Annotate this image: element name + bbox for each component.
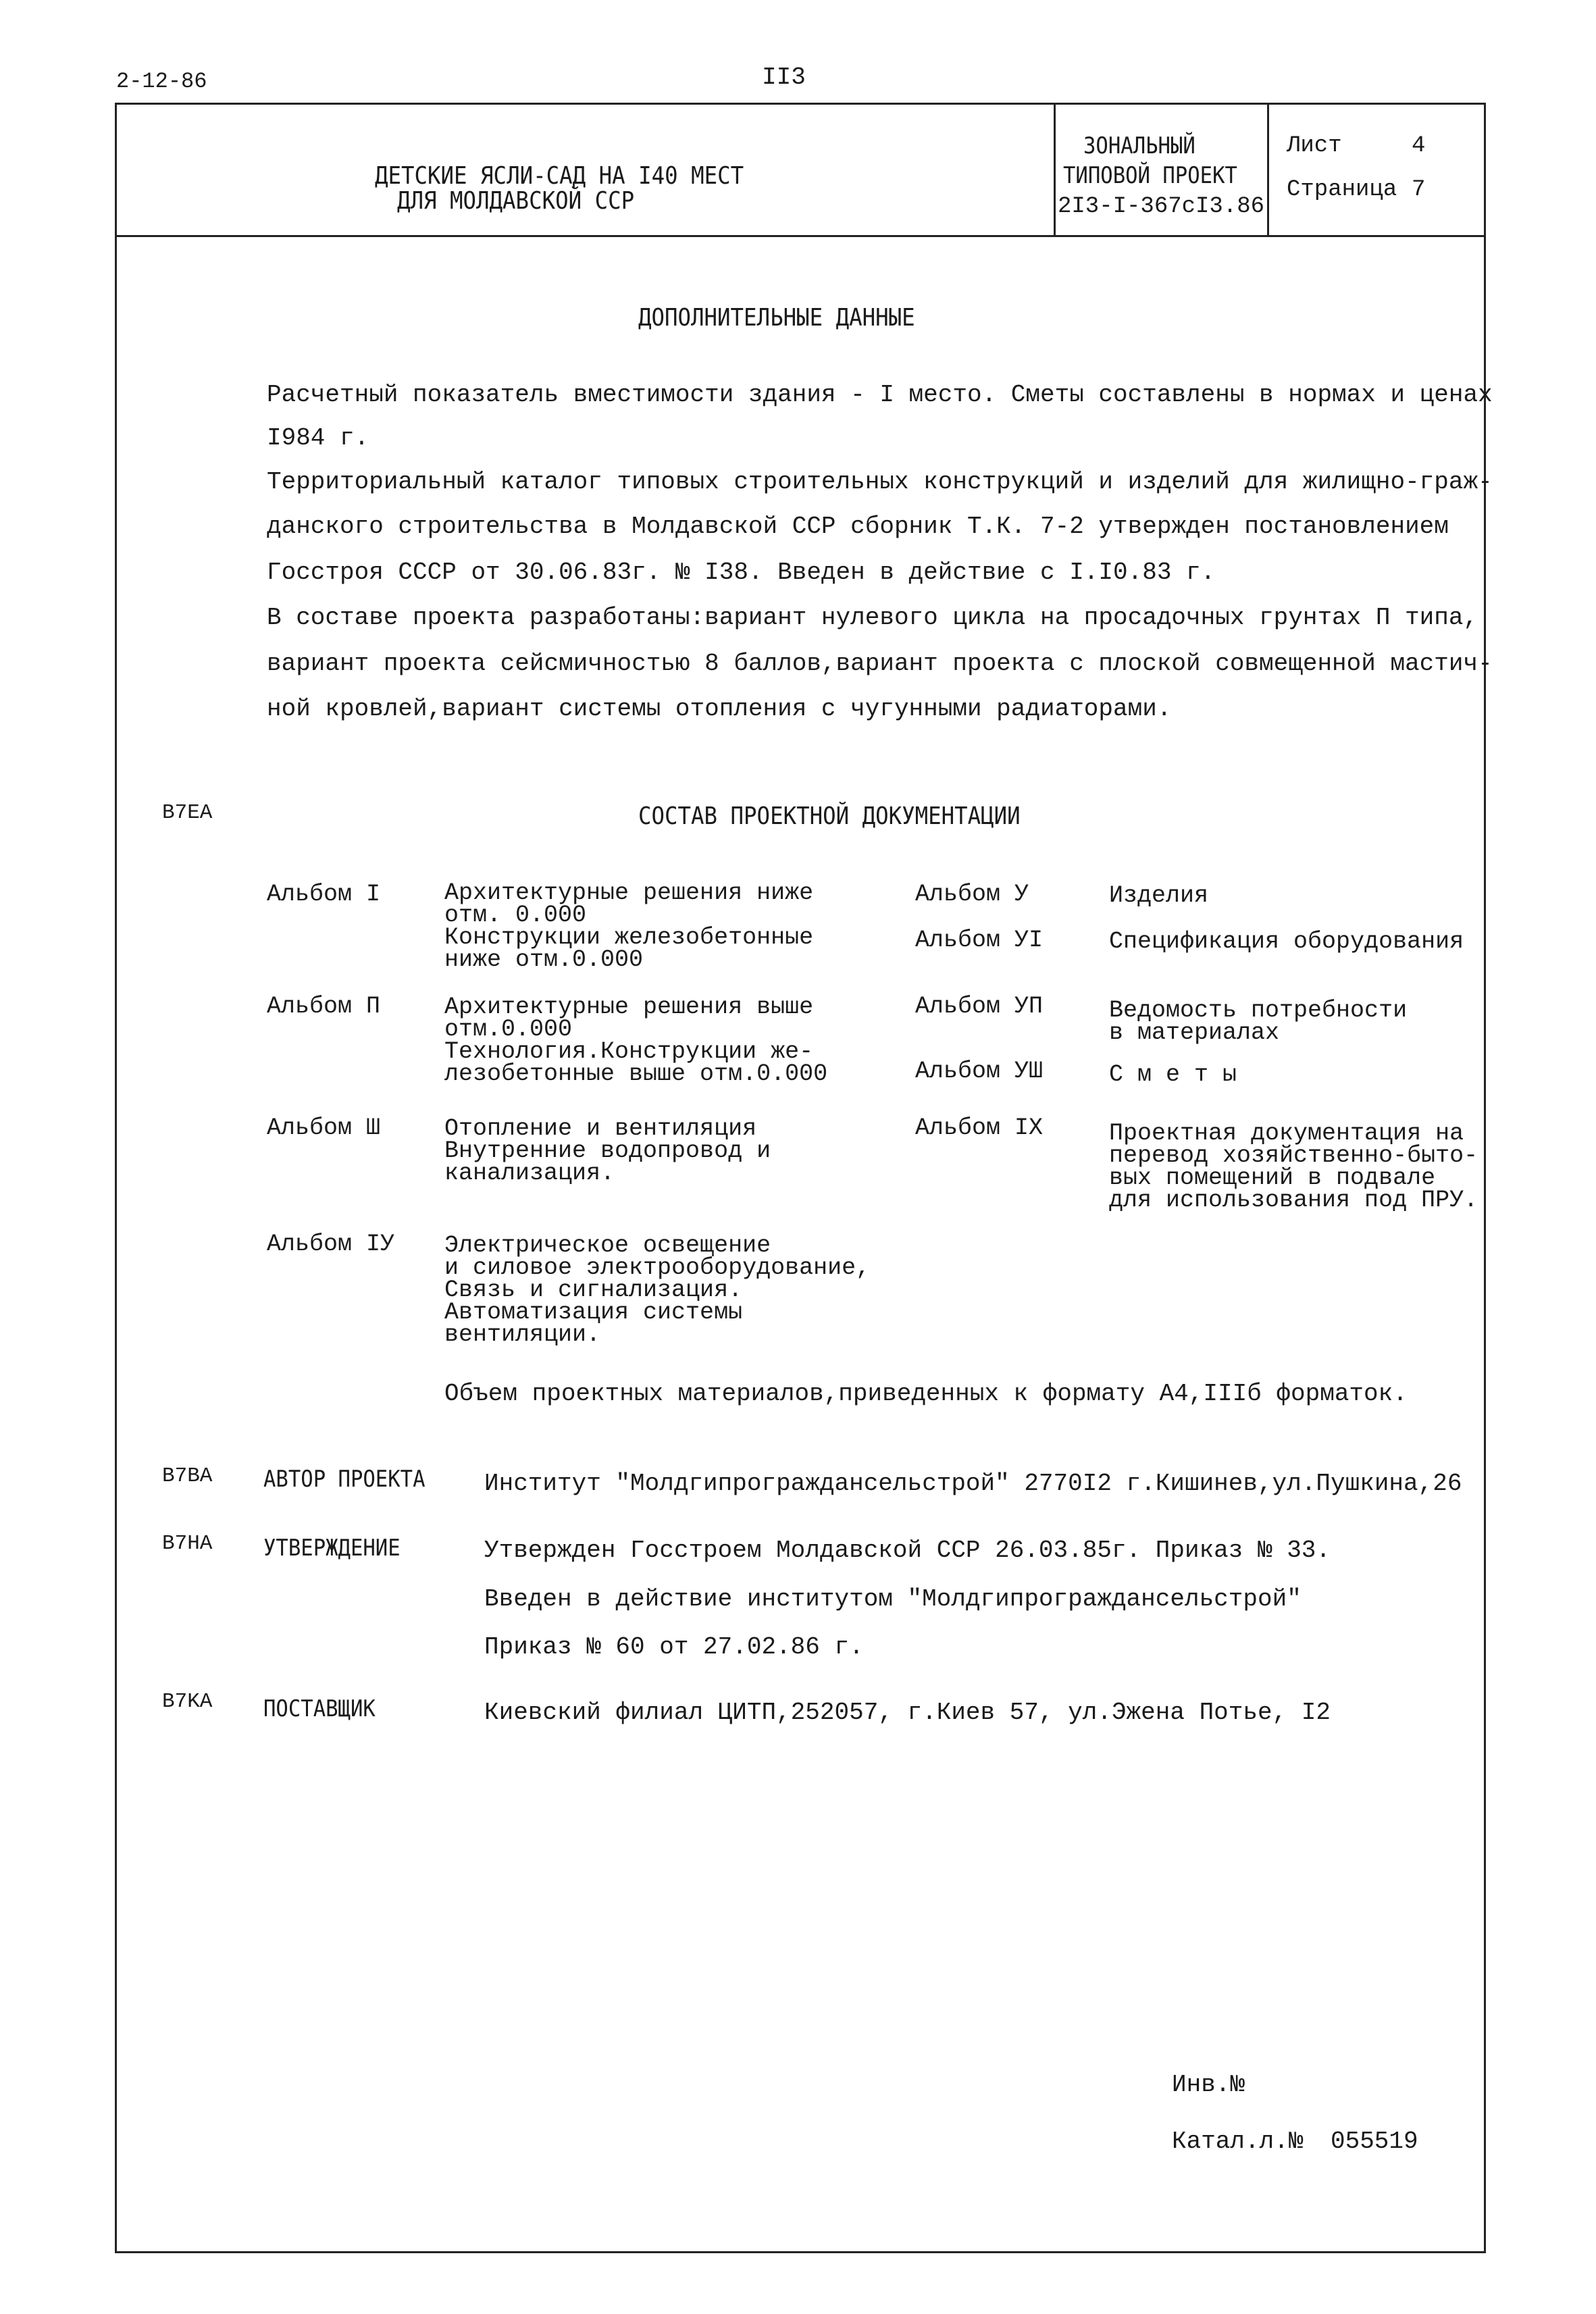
additional-line: Расчетный показатель вместимости здания - I место. Сметы составлены в нормах и ценах [267, 381, 1493, 409]
album-description-line: лезобетонные выше отм.0.000 [444, 1060, 828, 1087]
album-description-line: Отопление и вентиляция [444, 1115, 757, 1142]
album-description [444, 879, 814, 973]
album-description [1109, 928, 1464, 955]
album-description [444, 1232, 871, 1348]
supplier-text: Киевский филиал ЦИТП,252057, г.Киев 57, ул.Эжена Потье, I2 [484, 1699, 1331, 1726]
catalog-value: 055519 [1331, 2128, 1418, 2155]
album-description-line: Проектная документация на [1109, 1120, 1464, 1147]
additional-heading: ДОПОЛНИТЕЛЬНЫЕ ДАННЫЕ [638, 304, 915, 332]
header-column-divider-1 [1054, 103, 1056, 236]
album-description-line: С м е т ы [1109, 1061, 1237, 1088]
additional-line: вариант проекта сейсмичностью 8 баллов,вариант проекта с плоской совмещенной мастич- [267, 650, 1493, 677]
album-description [444, 996, 827, 1085]
supplier-label: ПОСТАВЩИК [263, 1695, 376, 1722]
album-description [1109, 1120, 1478, 1214]
album-label: Альбом УШ [915, 1058, 1044, 1085]
additional-line: Госстроя СССР от 30.06.83г. № I38. Введен в действие с I.I0.83 г. [267, 559, 1216, 586]
page-label: Страница [1287, 177, 1397, 203]
project-line1: ЗОНАЛЬНЫЙ [1083, 132, 1195, 159]
album-description-line: для использования под ПРУ. [1109, 1187, 1478, 1214]
album-description-line: вых помещений в подвале [1109, 1164, 1436, 1191]
composition-code: B7EA [162, 801, 213, 825]
album-description-line: перевод хозяйственно-быто- [1109, 1142, 1478, 1169]
album-label: Альбом П [267, 993, 381, 1020]
header-title-line1: ДЕТСКИЕ ЯСЛИ-САД НА I40 МЕСТ [375, 162, 744, 190]
album-description-line: Технология.Конструкции же- [444, 1038, 814, 1065]
sheet-value: 4 [1412, 133, 1426, 159]
album-label: Альбом УП [915, 993, 1044, 1020]
page-value: 7 [1412, 177, 1426, 203]
page-number: II3 [762, 63, 806, 91]
album-description-line: Автоматизация системы [444, 1299, 743, 1326]
album-label: Альбом IУ [267, 1231, 395, 1258]
author-text: Институт "Молдгипрограждансельстрой" 2770I2 г.Кишинев,ул.Пушкина,26 [484, 1470, 1462, 1497]
album-description-line: Электрическое освещение [444, 1232, 771, 1259]
approval-code: B7HA [162, 1532, 213, 1555]
album-label: Альбом УI [915, 927, 1044, 954]
author-label: АВТОР ПРОЕКТА [263, 1466, 426, 1493]
album-description [444, 1115, 771, 1187]
project-line3: 2I3-I-367cI3.86 [1058, 194, 1265, 220]
album-label: Альбом IX [915, 1114, 1044, 1141]
volume-note: Объем проектных материалов,приведенных к формату А4,IIIб форматок. [444, 1380, 1408, 1408]
header-column-divider-2 [1267, 103, 1269, 236]
approval-line: Утвержден Госстроем Молдавской ССР 26.03.85г. Приказ № 33. [484, 1537, 1331, 1564]
album-label: Альбом У [915, 881, 1029, 908]
album-description-line: Изделия [1109, 882, 1209, 909]
album-description-line: и силовое электрооборудование, [444, 1254, 871, 1281]
album-description-line: канализация. [444, 1160, 615, 1187]
album-description-line: отм.0.000 [444, 1016, 573, 1043]
composition-heading: СОСТАВ ПРОЕКТНОЙ ДОКУМЕНТАЦИИ [638, 802, 1021, 830]
additional-line: I984 г. [267, 424, 369, 452]
author-code: B7BA [162, 1464, 213, 1488]
approval-line: Введен в действие институтом "Молдгипрограждансельстрой" [484, 1585, 1302, 1613]
sheet-label: Лист [1287, 133, 1342, 159]
album-description-line: Внутренние водопровод и [444, 1137, 771, 1164]
album-description-line: отм. 0.000 [444, 902, 587, 929]
additional-line: ной кровлей,вариант системы отопления с чугунными радиаторами. [267, 695, 1172, 723]
additional-line: В составе проекта разработаны:вариант нулевого цикла на просадочных грунтах П типа, [267, 604, 1478, 632]
album-description [1109, 1061, 1237, 1088]
project-line2: ТИПОВОЙ ПРОЕКТ [1063, 162, 1237, 189]
additional-line: данского строительства в Молдавской ССР сборник Т.К. 7-2 утвержден постановлением [267, 513, 1449, 540]
header-title-line2: ДЛЯ МОЛДАВСКОЙ ССР [397, 187, 635, 215]
album-description-line: Ведомость потребности [1109, 997, 1408, 1024]
album-description-line: Спецификация оборудования [1109, 928, 1464, 955]
approval-label: УТВЕРЖДЕНИЕ [263, 1535, 401, 1562]
supplier-code: B7KA [162, 1690, 213, 1714]
album-description-line: Архитектурные решения ниже [444, 879, 814, 906]
additional-line: Территориальный каталог типовых строительных конструкций и изделий для жилищно-граж- [267, 468, 1493, 496]
album-description-line: Связь и сигнализация. [444, 1277, 743, 1304]
album-description-line: в материалах [1109, 1019, 1280, 1046]
album-description [1109, 882, 1209, 909]
album-description-line: вентиляции. [444, 1321, 601, 1348]
album-label: Альбом Ш [267, 1114, 381, 1141]
album-description-line: ниже отм.0.000 [444, 946, 644, 973]
inventory-label: Инв.№ [1172, 2071, 1245, 2099]
header-divider [115, 235, 1486, 237]
catalog-label: Катал.л.№ [1172, 2128, 1304, 2155]
album-description-line: Конструкции железобетонные [444, 924, 814, 951]
page-date: 2-12-86 [116, 69, 207, 94]
album-description-line: Архитектурные решения выше [444, 994, 814, 1021]
approval-line: Приказ № 60 от 27.02.86 г. [484, 1633, 864, 1661]
album-label: Альбом I [267, 881, 381, 908]
album-description [1109, 997, 1408, 1046]
